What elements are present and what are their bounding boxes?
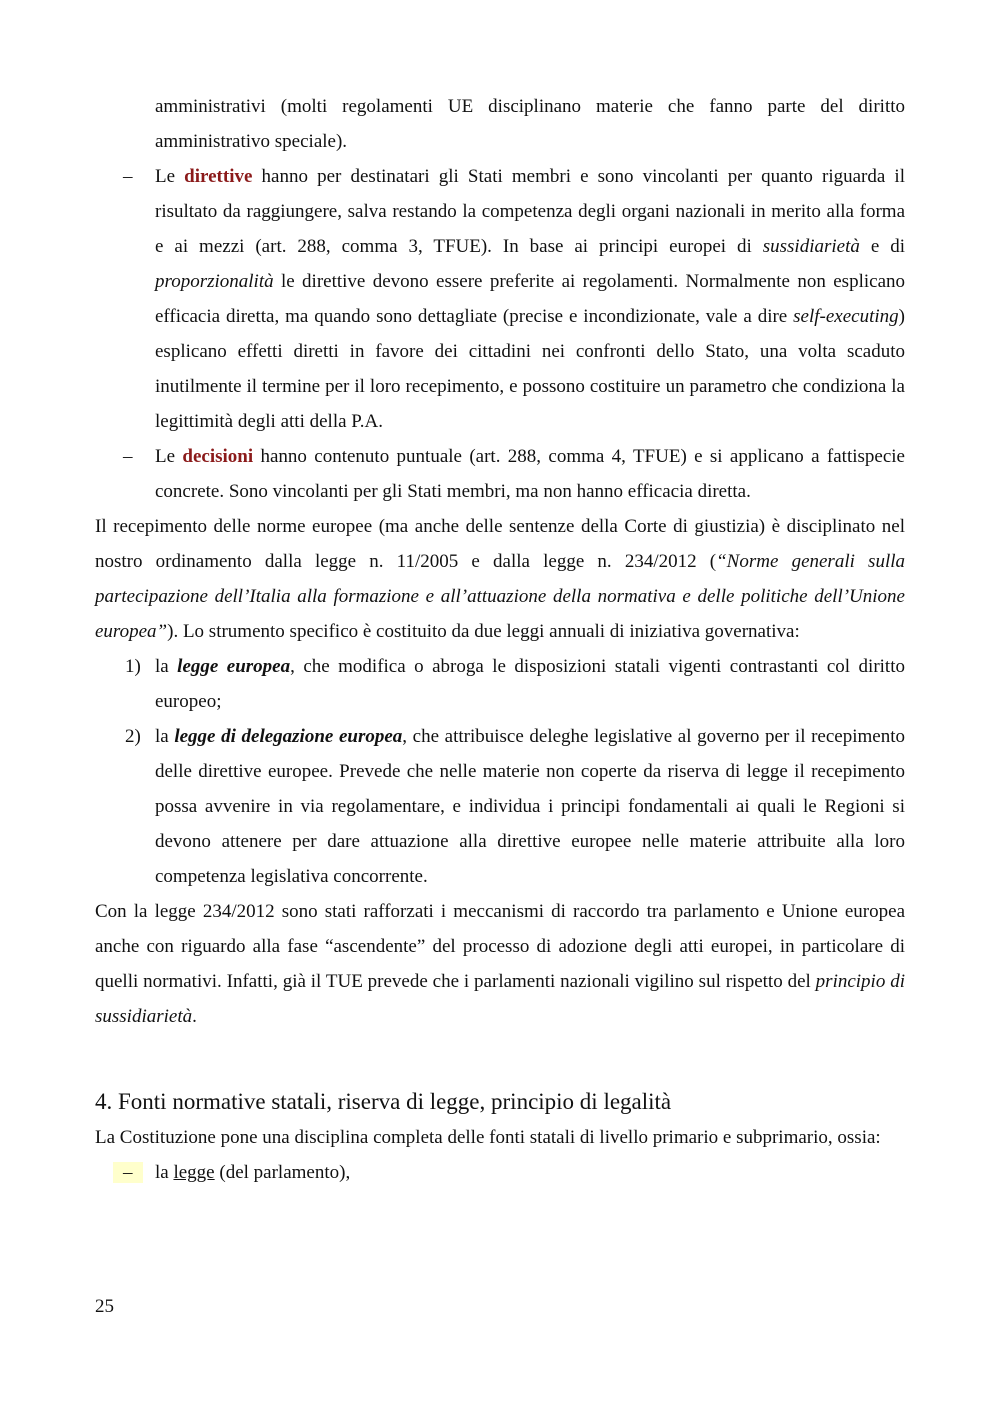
dash-bullet: –: [123, 446, 133, 467]
text: Il recepimento delle norme europee (ma anche delle sentenze della Corte di giustizia) è disciplinato nel nostro ordinamento dalla legge n. 11/2005 e dalla legge n. 234/2012 (: [95, 516, 905, 572]
text: .: [192, 1006, 197, 1027]
text: la: [155, 1162, 174, 1183]
highlighted-dash: –: [113, 1162, 143, 1183]
bullet-item-direttive: [95, 159, 905, 439]
section-heading: 4. Fonti normative statali, riserva di legge, principio di legalità: [95, 1089, 672, 1114]
text: amministrativi (molti regolamenti UE disciplinano materie che fanno parte del diritto amministrativo speciale).: [155, 96, 905, 152]
continued-paragraph: [95, 89, 905, 159]
italic-text: proporzionalità: [155, 271, 274, 292]
term-direttive: direttive: [184, 166, 253, 187]
text: , che attribuisce deleghe legislative al governo per il recepimento delle direttive europee. Prevede che nelle materie non coperte da riserva di legge il recepimento possa avvenire in via regolamentare, e individua i principi fondamentali ai quali le Regioni si devono attenere per dare attuazione alla direttive europee nelle materie attribuite alla loro competenza legislativa concorrente.: [155, 726, 905, 887]
italic-quote: “Norme generali sulla partecipazione dell’Italia alla formazione e all’attuazione della normativa e delle politiche dell’Unione europea”: [95, 551, 905, 642]
bullet-item-legge: [95, 1155, 905, 1190]
numbered-item-2: [95, 719, 905, 894]
italic-text: principio di sussidiarietà: [95, 971, 905, 1027]
text: e di: [859, 236, 905, 257]
bold-italic-term: legge di delegazione europea: [174, 726, 403, 747]
paragraph-costituzione: La Costituzione pone una disciplina completa delle fonti statali di livello primario e subprimario, ossia:: [95, 1127, 881, 1148]
page-content: [95, 89, 905, 1190]
text: hanno per destinatari gli Stati membri e sono vincolanti per quanto riguarda il risultato da raggiungere, salva restando la competenza degli organi nazionali in merito alla forma e ai mezzi (art. 288, comma 3, TFUE). In base ai principi europei di: [155, 166, 905, 257]
text: ) esplicano effetti diretti in favore dei cittadini nei confronti dello Stato, una volta scaduto inutilmente il termine per il loro recepimento, e possono costituire un parametro che condiziona la legittimità degli atti della P.A.: [155, 306, 905, 432]
numbered-item-1: [95, 649, 905, 719]
page-number: 25: [95, 1296, 114, 1317]
text: , che modifica o abroga le disposizioni statali vigenti contrastanti col diritto europeo;: [155, 656, 905, 712]
paragraph-legge-234: [95, 894, 905, 1034]
bullet-item-decisioni: [95, 439, 905, 509]
text: le direttive devono essere preferite ai regolamenti. Normalmente non esplicano efficacia diretta, ma quando sono dettagliate (precise e incondizionate, vale a dire: [155, 271, 905, 327]
text: Con la legge 234/2012 sono stati rafforzati i meccanismi di raccordo tra parlamento e Unione europea anche con riguardo alla fase “ascendente” del processo di adozione degli atti europei, in particolare di quelli normativi. Infatti, già il TUE prevede che i parlamenti nazionali vigilino sul rispetto del: [95, 901, 905, 992]
term-decisioni: decisioni: [182, 446, 254, 467]
bold-italic-term: legge europea: [177, 656, 291, 677]
list-number: 2): [125, 726, 141, 747]
italic-text: self-executing: [793, 306, 899, 327]
text: la: [155, 656, 178, 677]
dash-bullet: –: [123, 166, 133, 187]
paragraph-recepimento: [95, 509, 905, 649]
text: Le: [155, 166, 185, 187]
italic-text: sussidiarietà: [762, 236, 860, 257]
text: hanno contenuto puntuale (art. 288, comma 4, TFUE) e si applicano a fattispecie concrete. Sono vincolanti per gli Stati membri, ma non hanno efficacia diretta.: [155, 446, 905, 502]
text: la: [155, 726, 175, 747]
text: ). Lo strumento specifico è costituito da due leggi annuali di iniziativa governativa:: [167, 621, 800, 642]
underlined-term: legge: [173, 1162, 215, 1183]
list-number: 1): [125, 656, 141, 677]
text: Le: [155, 446, 183, 467]
dash-bullet: [123, 1155, 143, 1190]
text: (del parlamento),: [214, 1162, 351, 1183]
